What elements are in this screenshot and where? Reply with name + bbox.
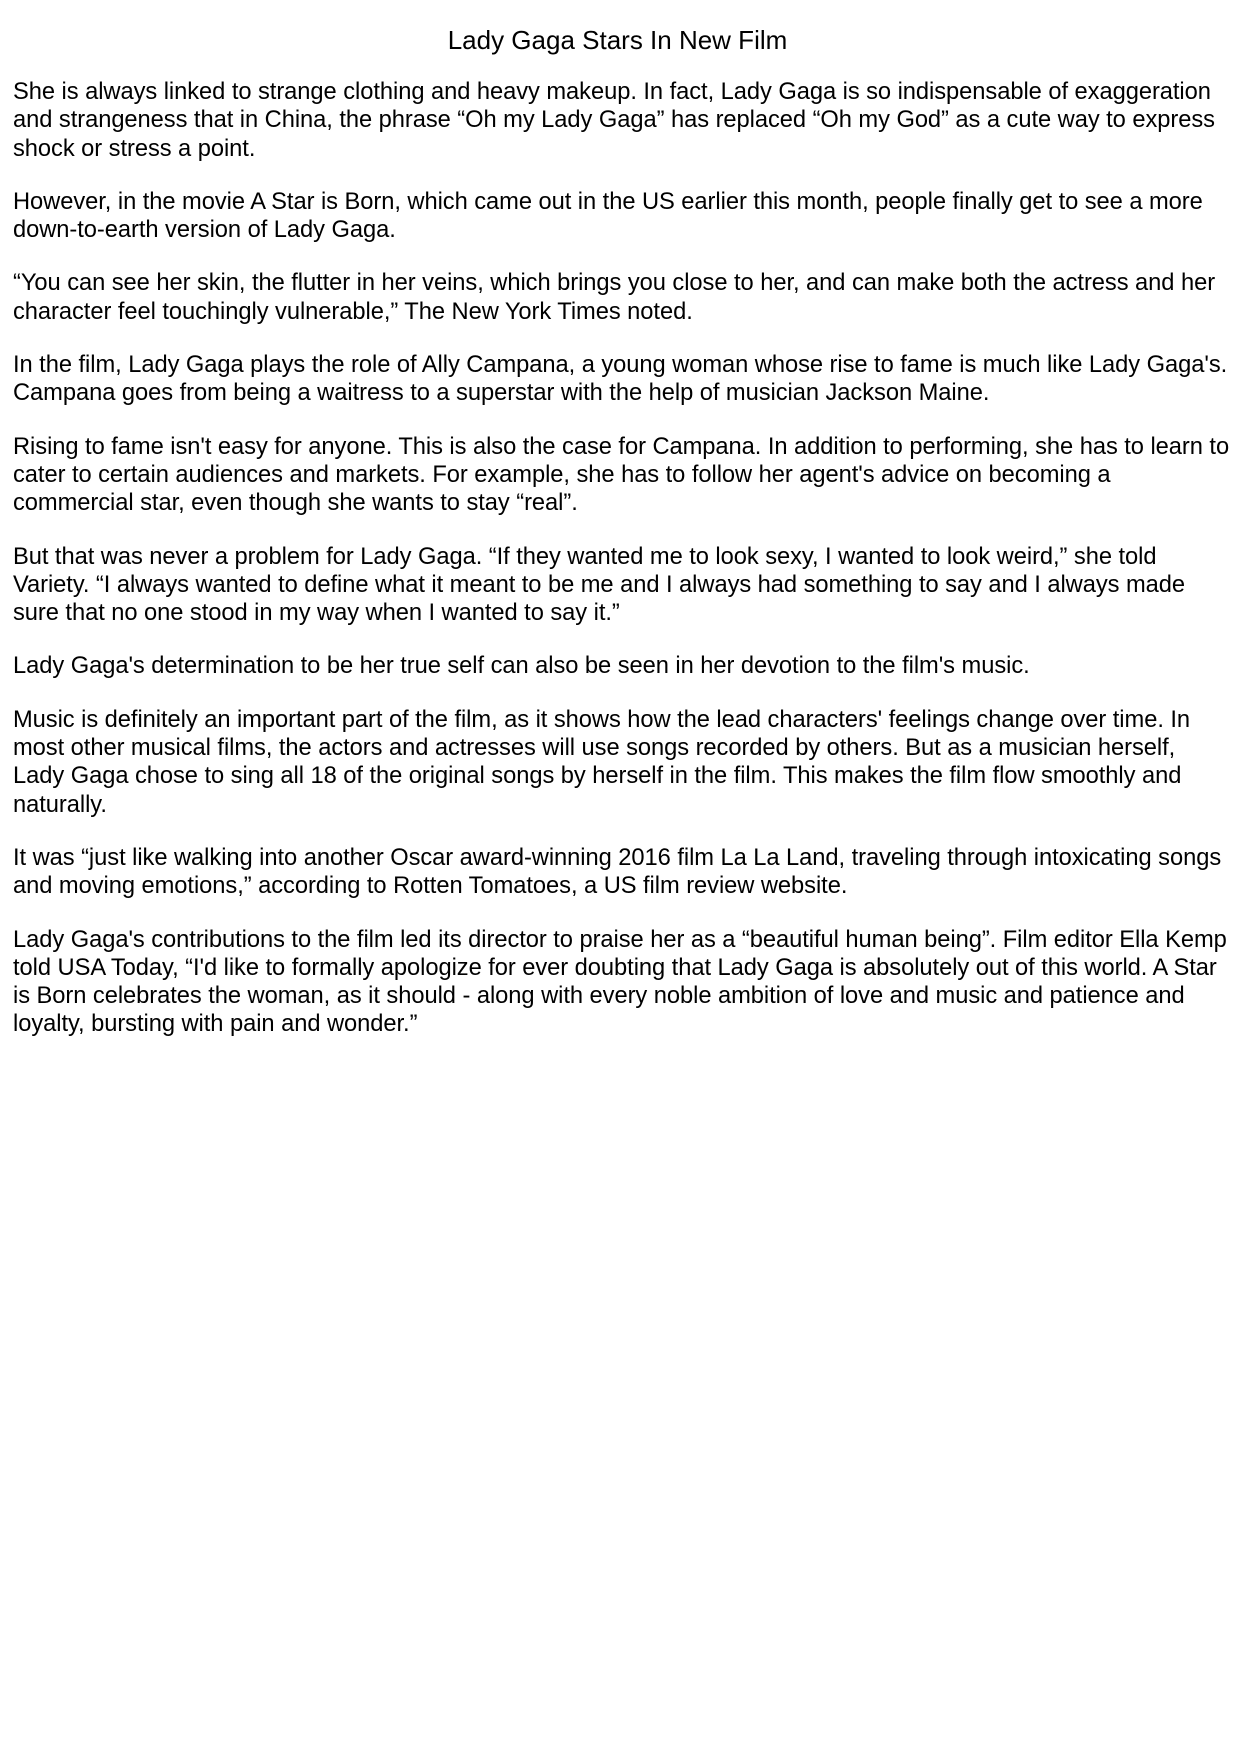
article-paragraph-10: Lady Gaga's contributions to the film led its director to praise her as a “beautiful human being”. Film editor Ella Kemp told USA Today, “I'd like to formally apologize for ever doubting that Lady Gaga is absolutely out of this world. A Star is Born celebrates the woman, as it should - along with every noble ambition of love and music and patience and loyalty, bursting with pain and wonder.”: [13, 926, 1227, 1038]
article-paragraph-8: Music is definitely an important part of the film, as it shows how the lead characters' feelings change over time. In most other musical films, the actors and actresses will use songs recorded by others. But as a musician herself, Lady Gaga chose to sing all 18 of the original songs by herself in the film. This makes the film flow smoothly and naturally.: [13, 706, 1191, 818]
article-paragraph-2: However, in the movie A Star is Born, which came out in the US earlier this month, people finally get to see a more down-to-earth version of Lady Gaga.: [13, 188, 1203, 244]
article-paragraph-1: She is always linked to strange clothing and heavy makeup. In fact, Lady Gaga is so indispensable of exaggeration and strangeness that in China, the phrase “Oh my Lady Gaga” has replaced “Oh my God” as a cute way to express shock or stress a point.: [13, 79, 1215, 162]
article-paragraph-4: In the film, Lady Gaga plays the role of Ally Campana, a young woman whose rise to fame is much like Lady Gaga's. Campana goes from being a waitress to a superstar with the help of musician Jackson Maine.: [13, 352, 1228, 407]
article-title: Lady Gaga Stars In New Film: [447, 25, 788, 55]
article-paragraph-7: Lady Gaga's determination to be her true self can also be seen in her devotion to the film's music.: [13, 653, 1030, 680]
article-paragraph-9: It was “just like walking into another Oscar award-winning 2016 film La La Land, traveling through intoxicating songs and moving emotions,” according to Rotten Tomatoes, a US film review website.: [13, 844, 1222, 900]
article-paragraph-3: “You can see her skin, the flutter in her veins, which brings you close to her, and can make both the actress and her character feel touchingly vulnerable,” The New York Times noted.: [13, 270, 1216, 325]
article-paragraph-6: But that was never a problem for Lady Gaga. “If they wanted me to look sexy, I wanted to look weird,” she told Variety. “I always wanted to define what it meant to be me and I always had something to say and I always made sure that no one stood in my way when I wanted to say it.”: [13, 543, 1186, 627]
article-paragraph-5: Rising to fame isn't easy for anyone. This is also the case for Campana. In addition to performing, she has to learn to cater to certain audiences and markets. For example, she has to follow her agent's advice on becoming a commercial star, even though she wants to stay “real”.: [13, 433, 1230, 517]
